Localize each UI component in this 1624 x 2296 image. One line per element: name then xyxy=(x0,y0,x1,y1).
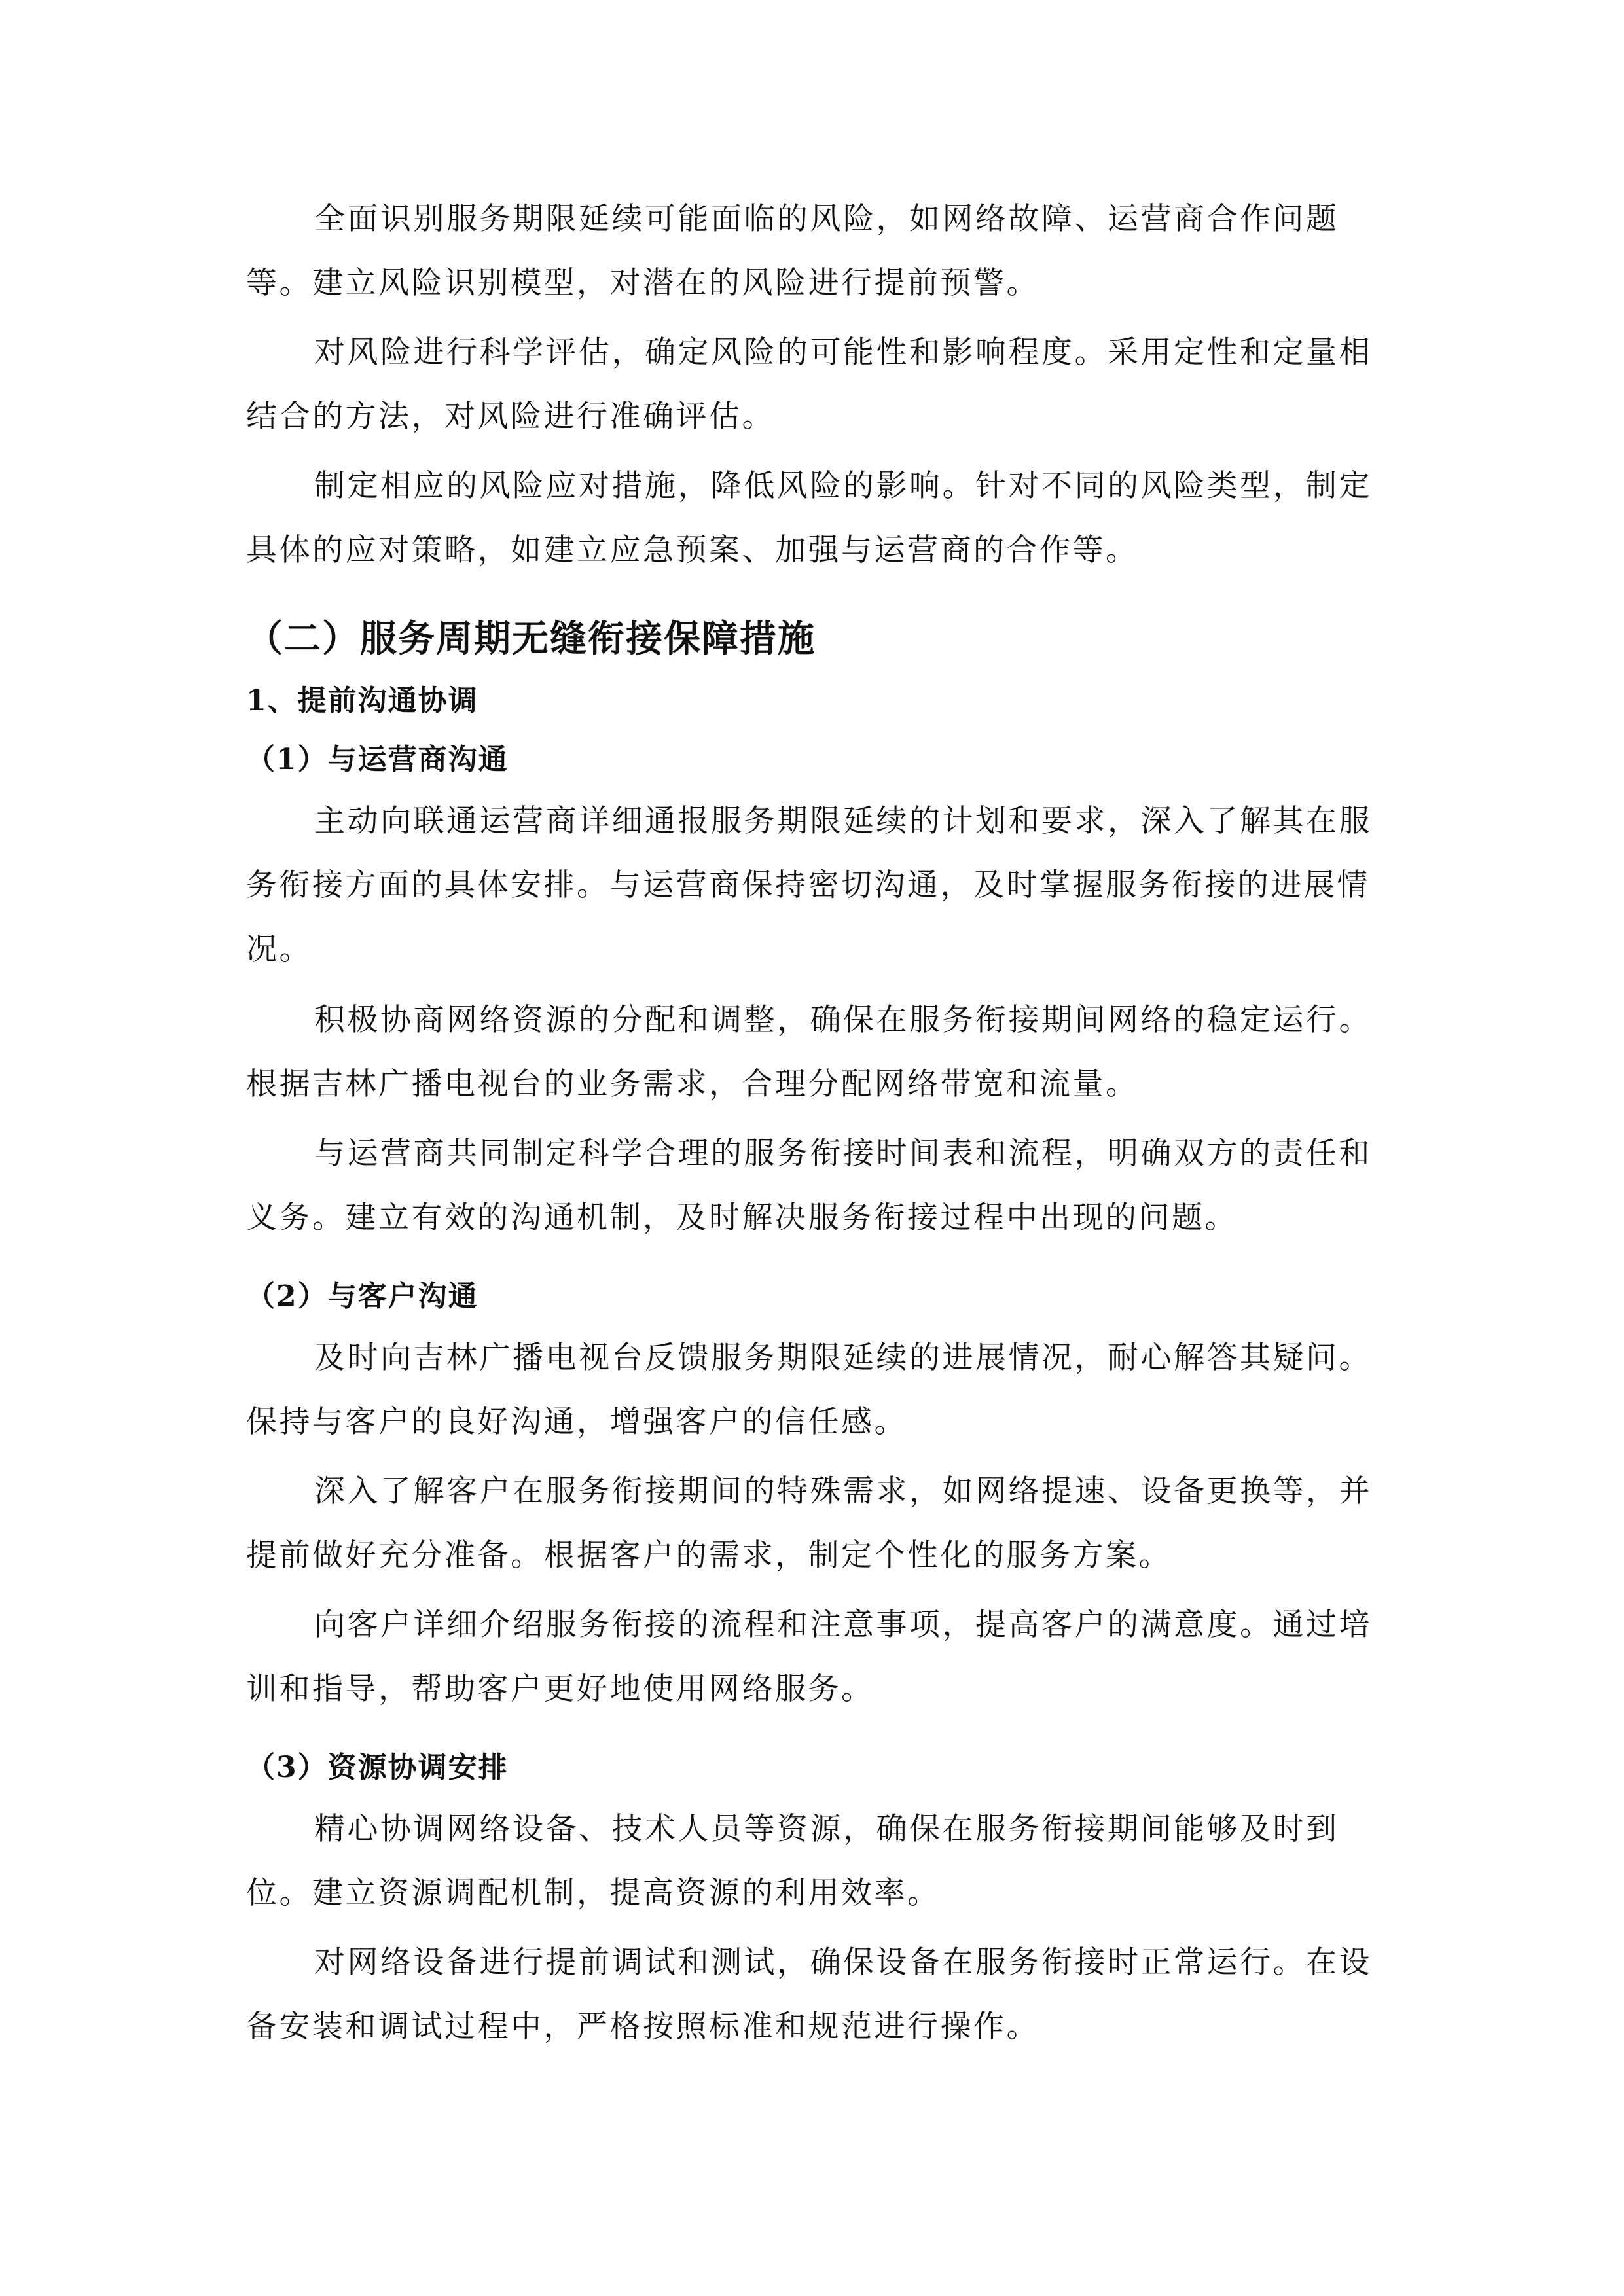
risk-response-paragraph: 制定相应的风险应对措施，降低风险的影响。针对不同的风险类型，制定具体的应对策略，如建立应急预案、加强与运营商的合作等。 xyxy=(246,468,1372,568)
customer-paragraph-2: 深入了解客户在服务衔接期间的特殊需求，如网络提速、设备更换等，并提前做好充分准备。根据客户的需求，制定个性化的服务方案。 xyxy=(246,1473,1372,1573)
customer-communication-title: （2）与客户沟通 xyxy=(246,1280,478,1313)
operator-paragraph-1: 主动向联通运营商详细通报服务期限延续的计划和要求，深入了解其在服务衔接方面的具体安排。与运营商保持密切沟通，及时掌握服务衔接的进展情况。 xyxy=(246,803,1372,967)
risk-assessment-paragraph: 对风险进行科学评估，确定风险的可能性和影响程度。采用定性和定量相结合的方法，对风险进行准确评估。 xyxy=(246,334,1372,435)
section-heading: （二）服务周期无缝衔接保障措施 xyxy=(246,617,816,660)
customer-paragraph-1: 及时向吉林广播电视台反馈服务期限延续的进展情况，耐心解答其疑问。保持与客户的良好沟通，增强客户的信任感。 xyxy=(246,1340,1372,1440)
resource-paragraph-1: 精心协调网络设备、技术人员等资源，确保在服务衔接期间能够及时到位。建立资源调配机制，提高资源的利用效率。 xyxy=(246,1811,1339,1911)
operator-paragraph-3: 与运营商共同制定科学合理的服务衔接时间表和流程，明确双方的责任和义务。建立有效的沟通机制，及时解决服务衔接过程中出现的问题。 xyxy=(246,1136,1372,1236)
operator-communication-title: （1）与运营商沟通 xyxy=(246,743,509,776)
subsection-heading: 1、提前沟通协调 xyxy=(246,684,478,717)
resource-coordination-title: （3）资源协调安排 xyxy=(246,1751,509,1784)
risk-identification-paragraph: 全面识别服务期限延续可能面临的风险，如网络故障、运营商合作问题等。建立风险识别模型，对潜在的风险进行提前预警。 xyxy=(246,201,1339,301)
operator-paragraph-2: 积极协商网络资源的分配和调整，确保在服务衔接期间网络的稳定运行。根据吉林广播电视台的业务需求，合理分配网络带宽和流量。 xyxy=(246,1002,1372,1102)
customer-paragraph-3: 向客户详细介绍服务衔接的流程和注意事项，提高客户的满意度。通过培训和指导，帮助客户更好地使用网络服务。 xyxy=(246,1607,1372,1707)
resource-paragraph-2: 对网络设备进行提前调试和测试，确保设备在服务衔接时正常运行。在设备安装和调试过程中，严格按照标准和规范进行操作。 xyxy=(246,1945,1372,2045)
